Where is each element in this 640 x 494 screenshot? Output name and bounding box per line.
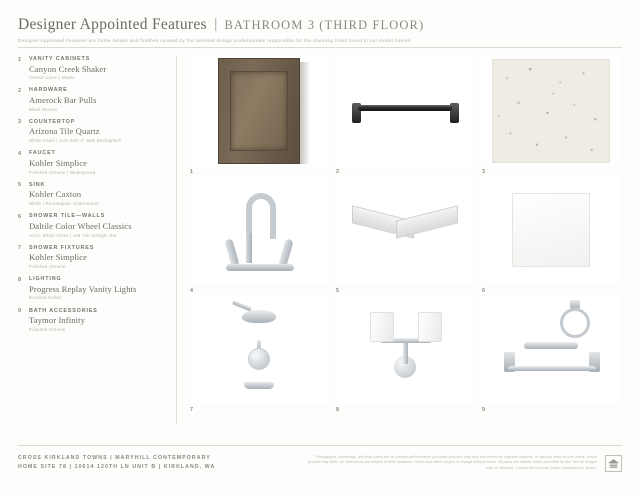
vanity-light-stem [403,340,408,364]
page-footer [18,455,622,472]
list-item [18,150,168,174]
vanity-light-icon [360,312,452,390]
footer-community-name: CROSS KIRKLAND TOWNS | MARYHILL CONTEMPORARY [18,455,211,461]
product-image-grid [190,56,622,413]
grid-cell-9 [482,294,620,413]
grid-row [190,175,622,294]
legend-product-desc: Polished Chrome [29,326,66,332]
pull-bar [358,105,452,111]
list-item [18,276,168,300]
bath-accessories-image [482,294,620,404]
faucet-base [226,264,294,271]
sink-rim-shape [352,205,458,253]
quartz-slab [492,59,610,163]
header-description: Designer Appointed Features are home details and finishes curated by the talented design professionals responsible for the stunning looks found in our model homes. [18,38,413,43]
list-item [18,245,168,269]
grid-cell-number: 4 [190,288,193,294]
legend-number: 8 [18,276,22,283]
legend-category: SHOWER TILE—WALLS [29,213,106,220]
vanity-light-image [336,294,474,404]
cabinet-door-frame [218,58,300,164]
towel-ring-icon [560,308,590,338]
equal-housing-opportunity-icon [605,455,622,472]
features-legend-list [18,56,168,339]
legend-category: COUNTERTOP [29,118,76,125]
legend-body [29,213,168,237]
list-item [18,119,168,143]
legend-product-desc: White Oasis | 2cm With 4" Matl Backsplash [29,138,122,144]
shower-fixture-icon [224,300,296,400]
grid-cell-number: 6 [482,288,485,294]
legend-product-desc: Polished Chrome | Widespread [29,169,96,175]
grid-cell-number: 9 [482,407,485,413]
legend-product-desc: Polished Chrome [29,264,66,269]
legend-number: 6 [18,213,22,220]
grid-row [190,294,622,413]
grid-cell-1 [190,56,328,175]
legend-category: HARDWARE [29,87,68,94]
shower-fixtures-image [190,294,328,404]
legend-category: BATH ACCESSORIES [29,307,98,314]
cabinet-door-panel [230,71,288,151]
grid-cell-5 [336,175,474,294]
legend-category: LIGHTING [29,276,62,283]
grid-cell-number: 2 [336,169,339,175]
legend-product-desc: Black Bronze [29,106,58,112]
sink-image [336,175,474,285]
legend-body [29,87,168,111]
legend-category: FAUCET [29,150,56,157]
list-item [18,56,168,80]
header-divider-rule [18,47,622,48]
page-subtitle-room: BATHROOM 3 (THIRD FLOOR) [224,18,425,32]
legend-body [29,56,168,80]
list-item [18,182,168,206]
cabinet-door-image [190,56,328,166]
quartz-swatch-image [482,56,620,166]
legend-body [29,276,168,300]
grid-cell-number: 5 [336,288,339,294]
footer-legal-area [292,455,622,472]
legend-number: 7 [18,245,22,252]
legend-category: SINK [29,181,46,188]
list-item [18,213,168,237]
faucet-image [190,175,328,285]
vanity-light-shade-right [418,312,442,342]
legend-category: SHOWER FIXTURES [29,244,95,251]
tub-spout [244,382,274,389]
legend-number: 4 [18,150,22,157]
legend-product-name: Arizona Tile Quartz [29,126,100,137]
grid-cell-8 [336,294,474,413]
legend-body [29,150,168,174]
legend-product-name: Kohler Simplice [29,252,88,263]
grid-cell-3 [482,56,620,175]
footer-home-address: HOME SITE 78 | 10614 120TH LN UNIT B | KIRKLAND, WA [18,464,216,470]
legend-product-name: Amerock Bar Pulls [29,94,97,105]
grid-cell-number: 7 [190,407,193,413]
legend-body [29,245,168,269]
toilet-paper-holder-icon [524,342,578,349]
grid-cell-number: 1 [190,169,193,175]
shower-valve-trim [248,348,270,370]
footer-divider-rule [18,445,622,446]
footer-community-info [18,455,248,470]
legend-number: 3 [18,119,22,126]
title-row [18,16,622,34]
legend-number: 1 [18,56,22,63]
legend-product-name: Progress Replay Vanity Lights [29,283,137,294]
faucet-icon [220,193,300,277]
title-divider: | [213,15,218,31]
grid-cell-2 [336,56,474,175]
legend-product-name: Kohler Simplice [29,157,88,168]
legend-product-name: Kohler Caxton [29,189,82,200]
grid-cell-6 [482,175,620,294]
legend-number: 9 [18,308,22,315]
footer-disclaimer: Photographs, renderings, and floor plans are for conceptual/illustrative purposes only and may vary and reflect lot, upgrade features, or optional items at your home. Actual product may differ. All dimensions are subject to field variations. Prices and offers subject to change without notice. All plans are offered where permitted by law. See all images may be reflected. Consult the in-house Sales Consultant for details. [308,455,597,470]
cabinet-shadow [300,62,310,164]
vertical-divider-rule [176,56,177,424]
page-title: Designer Appointed Features [18,16,207,33]
grid-cell-7 [190,294,328,413]
legend-number: 2 [18,87,22,94]
bath-accessories-icon [500,308,604,392]
legend-number: 5 [18,182,22,189]
legend-category: VANITY CABINETS [29,56,91,62]
grid-cell-number: 8 [336,407,339,413]
towel-bar-icon [508,366,596,371]
legend-body [29,119,168,143]
sink-rim-right [396,205,458,238]
legend-product-name: Taymor Infinity [29,315,86,326]
grid-cell-number: 3 [482,169,485,175]
grid-cell-4 [190,175,328,294]
wall-tile-image [482,175,620,285]
page-header [18,16,622,43]
legend-product-desc: Arctic White Gloss | 4x8 Tile Straight Set [29,232,117,238]
bar-pull-image [336,56,474,166]
list-item [18,87,168,111]
shower-head [242,310,276,323]
legend-product-desc: Classic Linen | Maple [29,75,76,81]
quartz-speckle-texture [493,60,609,162]
white-tile-swatch [512,193,590,267]
legend-product-name: Daltile Color Wheel Classics [29,220,132,231]
legend-product-desc: White | Rectangular Undermount [29,201,99,207]
shower-arm [232,300,252,311]
legend-body [29,308,168,332]
legend-product-name: Canyon Creek Shaker [29,63,107,74]
faucet-neck [246,233,252,263]
bar-pull-hardware-icon [350,104,460,113]
legend-body [29,182,168,206]
legend-product-desc: Brushed Nickel [29,295,62,301]
list-item [18,308,168,332]
grid-row [190,56,622,175]
vanity-light-shade-left [370,312,394,342]
